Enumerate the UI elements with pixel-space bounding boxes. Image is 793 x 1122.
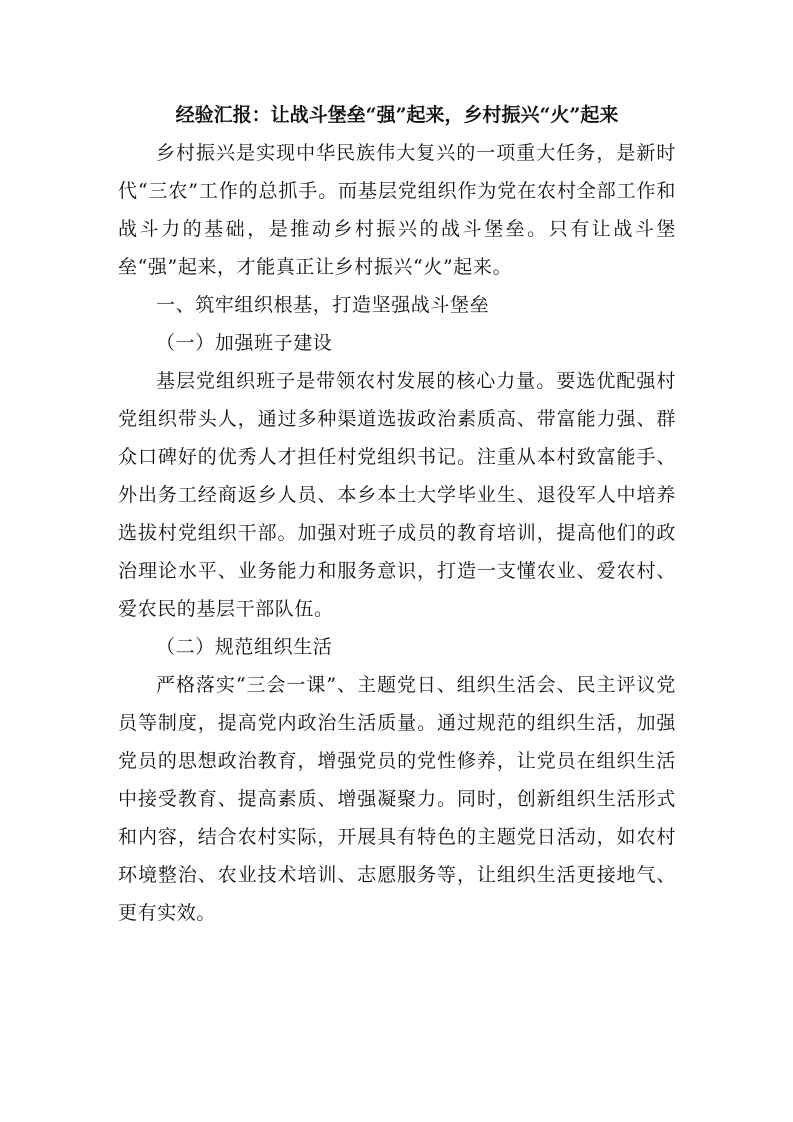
- document-body: [118, 96, 676, 932]
- section-1-heading: 一、筑牢组织根基，打造坚强战斗堡垒: [156, 294, 490, 316]
- subsection-1-heading: （一）加强班子建设: [156, 332, 333, 354]
- subsection-2-paragraph: 严格落实“三会一课”、主题党日、组织生活会、民主评议党员等制度，提高党内政治生活质量。通过规范的组织生活，加强党员的思想政治教育，增强党员的党性修养，让党员在组织生活中接受教育、提高素质、增强凝聚力。同时，创新组织生活形式和内容，结合农村实际，开展具有特色的主题党日活动，如农村环境整治、农业技术培训、志愿服务等，让组织生活更接地气、更有实效。: [118, 674, 676, 924]
- subsection-1-paragraph: 基层党组织班子是带领农村发展的核心力量。要选优配强村党组织带头人，通过多种渠道选拔政治素质高、带富能力强、群众口碑好的优秀人才担任村党组织书记。注重从本村致富能手、外出务工经商返乡人员、本乡本土大学毕业生、退役军人中培养选拔村党组织干部。加强对班子成员的教育培训，提高他们的政治理论水平、业务能力和服务意识，打造一支懂农业、爱农村、爱农民的基层干部队伍。: [118, 370, 676, 620]
- subsection-2-heading: （二）规范组织生活: [156, 636, 333, 658]
- intro-paragraph: 乡村振兴是实现中华民族伟大复兴的一项重大任务，是新时代“三农”工作的总抓手。而基层党组织作为党在农村全部工作和战斗力的基础，是推动乡村振兴的战斗堡垒。只有让战斗堡垒“强”起来，才能真正让乡村振兴“火”起来。: [118, 142, 676, 278]
- document-title: 经验汇报：让战斗堡垒“强”起来，乡村振兴“火”起来: [175, 104, 619, 126]
